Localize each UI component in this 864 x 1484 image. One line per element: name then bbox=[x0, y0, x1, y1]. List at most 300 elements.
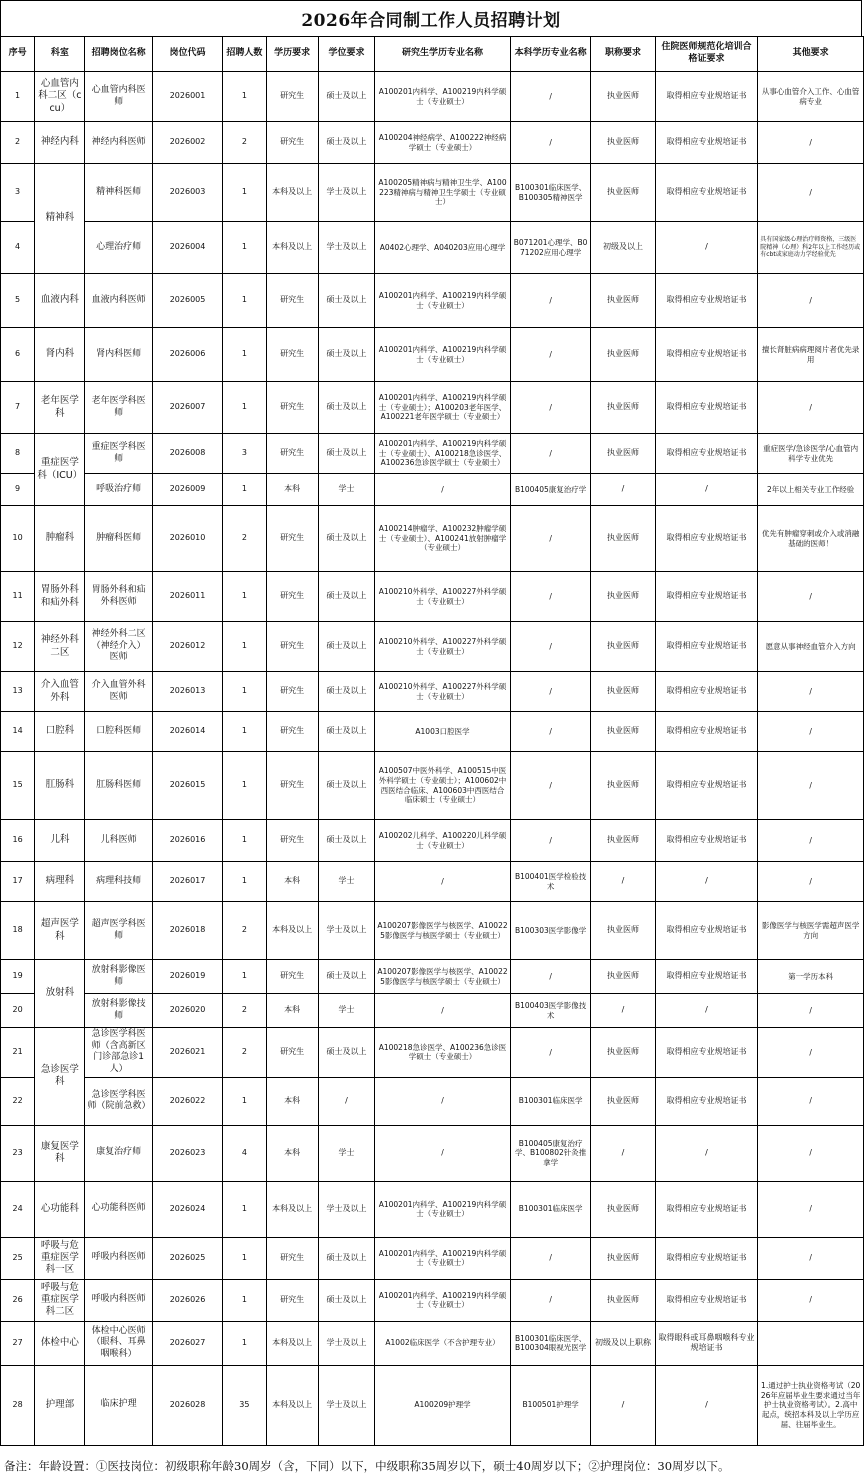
table-row bbox=[1, 382, 864, 434]
cell-code: 2026016 bbox=[152, 820, 222, 862]
cell-training: 取得相应专业规培证书 bbox=[655, 434, 758, 474]
cell-dept: 肛肠科 bbox=[35, 752, 85, 820]
cell-training: / bbox=[655, 222, 758, 274]
header-code: 岗位代码 bbox=[152, 37, 222, 72]
cell-dept: 超声医学科 bbox=[35, 902, 85, 960]
cell-grad-major: A100210外科学、A100227外科学硕士（专业硕士） bbox=[375, 572, 511, 622]
cell-grad-major: / bbox=[375, 1077, 511, 1125]
cell-edu: 研究生 bbox=[266, 622, 318, 672]
cell-dept: 重症医学科（ICU） bbox=[35, 434, 85, 506]
cell-grad-major: A100202儿科学、A100220儿科学硕士（专业硕士） bbox=[375, 820, 511, 862]
cell-ug-major: / bbox=[510, 820, 590, 862]
cell-count: 1 bbox=[223, 474, 266, 506]
cell-count: 1 bbox=[223, 622, 266, 672]
cell-seq: 26 bbox=[1, 1279, 35, 1321]
cell-training: 取得相应专业规培证书 bbox=[655, 902, 758, 960]
cell-dept: 血液内科 bbox=[35, 274, 85, 328]
cell-ug-major: / bbox=[510, 382, 590, 434]
cell-post: 神经内科医师 bbox=[85, 122, 152, 164]
table-row bbox=[1, 820, 864, 862]
cell-ug-major: B100301临床医学、B100304眼视光医学 bbox=[510, 1321, 590, 1365]
cell-degree: 学士 bbox=[318, 862, 374, 902]
cell-edu: 研究生 bbox=[266, 274, 318, 328]
table-row bbox=[1, 862, 864, 902]
cell-title-req: / bbox=[591, 994, 655, 1028]
cell-code: 2026015 bbox=[152, 752, 222, 820]
cell-seq: 28 bbox=[1, 1365, 35, 1445]
cell-degree: 硕士及以上 bbox=[318, 382, 374, 434]
cell-dept: 放射科 bbox=[35, 960, 85, 1028]
cell-grad-major: A100201内科学、A100219内科学硕士（专业硕士）、A100218急诊医学、A100236急诊医学硕士（专业硕士） bbox=[375, 434, 511, 474]
cell-count: 1 bbox=[223, 672, 266, 712]
table-row bbox=[1, 506, 864, 572]
cell-seq: 24 bbox=[1, 1181, 35, 1237]
cell-other: / bbox=[758, 1125, 864, 1181]
cell-ug-major: B100401医学检验技术 bbox=[510, 862, 590, 902]
cell-seq: 17 bbox=[1, 862, 35, 902]
cell-dept: 心功能科 bbox=[35, 1181, 85, 1237]
cell-other: 影像医学与核医学需超声医学方向 bbox=[758, 902, 864, 960]
cell-code: 2026007 bbox=[152, 382, 222, 434]
table-row bbox=[1, 274, 864, 328]
cell-title-req: 执业医师 bbox=[591, 712, 655, 752]
cell-other: / bbox=[758, 712, 864, 752]
cell-grad-major: A100218急诊医学、A100236急诊医学硕士（专业硕士） bbox=[375, 1028, 511, 1078]
cell-other: / bbox=[758, 1028, 864, 1078]
cell-post: 重症医学科医师 bbox=[85, 434, 152, 474]
header-title-req: 职称要求 bbox=[591, 37, 655, 72]
cell-grad-major: A0402心理学、A040203应用心理学 bbox=[375, 222, 511, 274]
cell-other: / bbox=[758, 1237, 864, 1279]
cell-title-req: 执业医师 bbox=[591, 1028, 655, 1078]
cell-dept: 口腔科 bbox=[35, 712, 85, 752]
cell-ug-major: B100501护理学 bbox=[510, 1365, 590, 1445]
cell-dept: 急诊医学科 bbox=[35, 1028, 85, 1126]
cell-training: 取得相应专业规培证书 bbox=[655, 1181, 758, 1237]
cell-degree: 硕士及以上 bbox=[318, 1028, 374, 1078]
cell-code: 2026021 bbox=[152, 1028, 222, 1078]
cell-other: 愿意从事神经血管介入方向 bbox=[758, 622, 864, 672]
cell-grad-major: A1003口腔医学 bbox=[375, 712, 511, 752]
cell-code: 2026011 bbox=[152, 572, 222, 622]
cell-grad-major: A100205精神病与精神卫生学、A100223精神病与精神卫生学硕士（专业硕士） bbox=[375, 164, 511, 222]
cell-training: 取得相应专业规培证书 bbox=[655, 960, 758, 994]
cell-code: 2026012 bbox=[152, 622, 222, 672]
cell-dept: 心血管内科二区（ccu） bbox=[35, 72, 85, 122]
page-title: 2026年合同制工作人员招聘计划 bbox=[0, 0, 862, 36]
cell-other: / bbox=[758, 1279, 864, 1321]
cell-other: 1.通过护士执业资格考试（2026年应届毕业生要求通过当年护士执业资格考试）。2.高中起点，统招本科及以上学历应届、往届毕业生。 bbox=[758, 1365, 864, 1445]
header-ug-major: 本科学历专业名称 bbox=[510, 37, 590, 72]
cell-grad-major: A100507中医外科学、A100515中医外科学硕士（专业硕士）；A100602中西医结合临床、A100603中西医结合临床硕士（专业硕士） bbox=[375, 752, 511, 820]
cell-ug-major: / bbox=[510, 1279, 590, 1321]
cell-count: 1 bbox=[223, 72, 266, 122]
cell-edu: 研究生 bbox=[266, 1028, 318, 1078]
cell-grad-major: A100201内科学、A100219内科学硕士（专业硕士） bbox=[375, 1237, 511, 1279]
table-row bbox=[1, 474, 864, 506]
cell-code: 2026025 bbox=[152, 1237, 222, 1279]
recruitment-table bbox=[0, 36, 864, 1446]
cell-post: 精神科医师 bbox=[85, 164, 152, 222]
cell-edu: 研究生 bbox=[266, 382, 318, 434]
cell-ug-major: / bbox=[510, 752, 590, 820]
cell-post: 体检中心医师（眼科、耳鼻咽喉科） bbox=[85, 1321, 152, 1365]
cell-other: 重症医学/急诊医学/心血管内科学专业优先 bbox=[758, 434, 864, 474]
table-row bbox=[1, 222, 864, 274]
cell-count: 2 bbox=[223, 1028, 266, 1078]
cell-other: / bbox=[758, 1181, 864, 1237]
table-row bbox=[1, 434, 864, 474]
cell-grad-major: / bbox=[375, 1125, 511, 1181]
cell-ug-major: / bbox=[510, 274, 590, 328]
cell-post: 老年医学科医师 bbox=[85, 382, 152, 434]
cell-seq: 1 bbox=[1, 72, 35, 122]
cell-other: / bbox=[758, 994, 864, 1028]
cell-dept: 康复医学科 bbox=[35, 1125, 85, 1181]
cell-dept: 介入血管外科 bbox=[35, 672, 85, 712]
cell-edu: 研究生 bbox=[266, 572, 318, 622]
cell-training: 取得相应专业规培证书 bbox=[655, 382, 758, 434]
cell-other: / bbox=[758, 752, 864, 820]
cell-post: 心功能科医师 bbox=[85, 1181, 152, 1237]
table-row bbox=[1, 572, 864, 622]
cell-training: / bbox=[655, 862, 758, 902]
cell-dept: 胃肠外科和疝外科 bbox=[35, 572, 85, 622]
cell-training: 取得眼科或耳鼻咽喉科专业规培证书 bbox=[655, 1321, 758, 1365]
cell-post: 胃肠外科和疝外科医师 bbox=[85, 572, 152, 622]
cell-other bbox=[758, 1321, 864, 1365]
table-row bbox=[1, 164, 864, 222]
cell-degree: 学士 bbox=[318, 994, 374, 1028]
cell-seq: 5 bbox=[1, 274, 35, 328]
cell-edu: 研究生 bbox=[266, 672, 318, 712]
cell-edu: 本科及以上 bbox=[266, 902, 318, 960]
cell-dept: 呼吸与危重症医学科二区 bbox=[35, 1279, 85, 1321]
cell-code: 2026024 bbox=[152, 1181, 222, 1237]
cell-title-req: 执业医师 bbox=[591, 1181, 655, 1237]
cell-seq: 11 bbox=[1, 572, 35, 622]
cell-edu: 本科及以上 bbox=[266, 164, 318, 222]
cell-title-req: 执业医师 bbox=[591, 274, 655, 328]
cell-post: 儿科医师 bbox=[85, 820, 152, 862]
cell-post: 肿瘤科医师 bbox=[85, 506, 152, 572]
table-row bbox=[1, 122, 864, 164]
cell-title-req: 执业医师 bbox=[591, 1237, 655, 1279]
header-count: 招聘人数 bbox=[223, 37, 266, 72]
cell-code: 2026022 bbox=[152, 1077, 222, 1125]
cell-ug-major: / bbox=[510, 672, 590, 712]
cell-other: 从事心血管介入工作、心血管病专业 bbox=[758, 72, 864, 122]
cell-post: 病理科技师 bbox=[85, 862, 152, 902]
cell-ug-major: B100301临床医学、B100305精神医学 bbox=[510, 164, 590, 222]
cell-edu: 本科 bbox=[266, 994, 318, 1028]
cell-degree: 学士及以上 bbox=[318, 1321, 374, 1365]
cell-dept: 神经外科二区 bbox=[35, 622, 85, 672]
cell-count: 1 bbox=[223, 1077, 266, 1125]
cell-training: 取得相应专业规培证书 bbox=[655, 672, 758, 712]
table-row bbox=[1, 712, 864, 752]
cell-title-req: 执业医师 bbox=[591, 1279, 655, 1321]
cell-title-req: 执业医师 bbox=[591, 1077, 655, 1125]
cell-edu: 研究生 bbox=[266, 960, 318, 994]
table-row bbox=[1, 1077, 864, 1125]
cell-degree: 硕士及以上 bbox=[318, 72, 374, 122]
cell-count: 1 bbox=[223, 164, 266, 222]
cell-ug-major: B100301临床医学 bbox=[510, 1181, 590, 1237]
cell-seq: 10 bbox=[1, 506, 35, 572]
cell-code: 2026026 bbox=[152, 1279, 222, 1321]
cell-ug-major: / bbox=[510, 712, 590, 752]
cell-seq: 18 bbox=[1, 902, 35, 960]
cell-degree: 硕士及以上 bbox=[318, 1237, 374, 1279]
cell-code: 2026017 bbox=[152, 862, 222, 902]
cell-post: 呼吸治疗师 bbox=[85, 474, 152, 506]
cell-dept: 肿瘤科 bbox=[35, 506, 85, 572]
cell-count: 1 bbox=[223, 328, 266, 382]
cell-ug-major: B100303医学影像学 bbox=[510, 902, 590, 960]
cell-training: 取得相应专业规培证书 bbox=[655, 820, 758, 862]
cell-count: 3 bbox=[223, 434, 266, 474]
cell-post: 放射科影像医师 bbox=[85, 960, 152, 994]
cell-post: 呼吸内科医师 bbox=[85, 1279, 152, 1321]
cell-code: 2026009 bbox=[152, 474, 222, 506]
cell-grad-major: A100201内科学、A100219内科学硕士（专业硕士） bbox=[375, 1279, 511, 1321]
cell-training: 取得相应专业规培证书 bbox=[655, 1237, 758, 1279]
cell-other: 2年以上相关专业工作经验 bbox=[758, 474, 864, 506]
cell-seq: 9 bbox=[1, 474, 35, 506]
header-edu: 学历要求 bbox=[266, 37, 318, 72]
cell-code: 2026019 bbox=[152, 960, 222, 994]
table-row bbox=[1, 328, 864, 382]
cell-count: 35 bbox=[223, 1365, 266, 1445]
cell-seq: 7 bbox=[1, 382, 35, 434]
cell-training: 取得相应专业规培证书 bbox=[655, 1077, 758, 1125]
cell-degree: 硕士及以上 bbox=[318, 622, 374, 672]
cell-other: / bbox=[758, 672, 864, 712]
header-dept: 科室 bbox=[35, 37, 85, 72]
cell-grad-major: A100204神经病学、A100222神经病学硕士（专业硕士） bbox=[375, 122, 511, 164]
cell-training: 取得相应专业规培证书 bbox=[655, 506, 758, 572]
cell-code: 2026020 bbox=[152, 994, 222, 1028]
cell-other: / bbox=[758, 274, 864, 328]
cell-ug-major: B100405康复治疗学 bbox=[510, 474, 590, 506]
cell-other: / bbox=[758, 164, 864, 222]
cell-ug-major: B100405康复治疗学、B100802针灸推拿学 bbox=[510, 1125, 590, 1181]
cell-count: 1 bbox=[223, 1279, 266, 1321]
header-grad-major: 研究生学历专业名称 bbox=[375, 37, 511, 72]
cell-title-req: 执业医师 bbox=[591, 382, 655, 434]
cell-degree: 硕士及以上 bbox=[318, 672, 374, 712]
cell-edu: 研究生 bbox=[266, 820, 318, 862]
cell-degree: 学士 bbox=[318, 1125, 374, 1181]
cell-degree: 硕士及以上 bbox=[318, 820, 374, 862]
cell-edu: 本科及以上 bbox=[266, 1181, 318, 1237]
cell-edu: 研究生 bbox=[266, 72, 318, 122]
cell-other: 擅长肾脏病病理阅片者优先录用 bbox=[758, 328, 864, 382]
cell-ug-major: / bbox=[510, 328, 590, 382]
cell-degree: 硕士及以上 bbox=[318, 328, 374, 382]
cell-seq: 27 bbox=[1, 1321, 35, 1365]
cell-code: 2026001 bbox=[152, 72, 222, 122]
cell-training: 取得相应专业规培证书 bbox=[655, 572, 758, 622]
cell-grad-major: A100207影像医学与核医学、A100225影像医学与核医学硕士（专业硕士） bbox=[375, 902, 511, 960]
cell-training: 取得相应专业规培证书 bbox=[655, 328, 758, 382]
cell-count: 1 bbox=[223, 572, 266, 622]
cell-training: 取得相应专业规培证书 bbox=[655, 1279, 758, 1321]
cell-degree: 学士 bbox=[318, 474, 374, 506]
cell-count: 1 bbox=[223, 1181, 266, 1237]
cell-training: 取得相应专业规培证书 bbox=[655, 1028, 758, 1078]
cell-code: 2026008 bbox=[152, 434, 222, 474]
cell-dept: 呼吸与危重症医学科一区 bbox=[35, 1237, 85, 1279]
cell-count: 1 bbox=[223, 820, 266, 862]
cell-ug-major: / bbox=[510, 960, 590, 994]
cell-title-req: 执业医师 bbox=[591, 820, 655, 862]
cell-post: 心理治疗师 bbox=[85, 222, 152, 274]
cell-grad-major: A100207影像医学与核医学、A100225影像医学与核医学硕士（专业硕士） bbox=[375, 960, 511, 994]
cell-title-req: / bbox=[591, 1125, 655, 1181]
cell-code: 2026002 bbox=[152, 122, 222, 164]
cell-seq: 2 bbox=[1, 122, 35, 164]
cell-code: 2026003 bbox=[152, 164, 222, 222]
table-row bbox=[1, 902, 864, 960]
cell-edu: 研究生 bbox=[266, 1237, 318, 1279]
cell-other: / bbox=[758, 1077, 864, 1125]
cell-dept: 体检中心 bbox=[35, 1321, 85, 1365]
cell-post: 心血管内科医师 bbox=[85, 72, 152, 122]
cell-title-req: / bbox=[591, 1365, 655, 1445]
cell-degree: 硕士及以上 bbox=[318, 434, 374, 474]
cell-grad-major: A100210外科学、A100227外科学硕士（专业硕士） bbox=[375, 622, 511, 672]
cell-degree: 学士及以上 bbox=[318, 222, 374, 274]
cell-count: 2 bbox=[223, 122, 266, 164]
cell-ug-major: B100403医学影像技术 bbox=[510, 994, 590, 1028]
cell-post: 肛肠科医师 bbox=[85, 752, 152, 820]
cell-code: 2026018 bbox=[152, 902, 222, 960]
cell-title-req: 执业医师 bbox=[591, 164, 655, 222]
cell-seq: 19 bbox=[1, 960, 35, 994]
cell-edu: 研究生 bbox=[266, 434, 318, 474]
cell-title-req: 执业医师 bbox=[591, 960, 655, 994]
cell-count: 2 bbox=[223, 994, 266, 1028]
cell-title-req: / bbox=[591, 862, 655, 902]
cell-training: 取得相应专业规培证书 bbox=[655, 622, 758, 672]
cell-edu: 研究生 bbox=[266, 712, 318, 752]
cell-dept: 病理科 bbox=[35, 862, 85, 902]
cell-seq: 15 bbox=[1, 752, 35, 820]
cell-other: 第一学历本科 bbox=[758, 960, 864, 994]
cell-degree: 学士及以上 bbox=[318, 902, 374, 960]
cell-degree: 硕士及以上 bbox=[318, 752, 374, 820]
cell-post: 超声医学科医师 bbox=[85, 902, 152, 960]
cell-dept: 护理部 bbox=[35, 1365, 85, 1445]
cell-post: 放射科影像技师 bbox=[85, 994, 152, 1028]
cell-code: 2026013 bbox=[152, 672, 222, 712]
cell-seq: 16 bbox=[1, 820, 35, 862]
cell-code: 2026006 bbox=[152, 328, 222, 382]
cell-grad-major: A100210外科学、A100227外科学硕士（专业硕士） bbox=[375, 672, 511, 712]
cell-ug-major: / bbox=[510, 572, 590, 622]
cell-title-req: 执业医师 bbox=[591, 572, 655, 622]
table-row bbox=[1, 622, 864, 672]
cell-code: 2026005 bbox=[152, 274, 222, 328]
table-row bbox=[1, 1365, 864, 1445]
table-row bbox=[1, 1321, 864, 1365]
cell-count: 1 bbox=[223, 1321, 266, 1365]
cell-grad-major: A100201内科学、A100219内科学硕士（专业硕士） bbox=[375, 328, 511, 382]
cell-seq: 3 bbox=[1, 164, 35, 222]
table-row bbox=[1, 672, 864, 712]
cell-grad-major: A100201内科学、A100219内科学硕士（专业硕士） bbox=[375, 274, 511, 328]
cell-seq: 8 bbox=[1, 434, 35, 474]
cell-other: / bbox=[758, 862, 864, 902]
cell-grad-major: A100201内科学、A100219内科学硕士（专业硕士） bbox=[375, 1181, 511, 1237]
cell-edu: 本科及以上 bbox=[266, 1321, 318, 1365]
cell-count: 1 bbox=[223, 1237, 266, 1279]
cell-other: / bbox=[758, 382, 864, 434]
cell-grad-major: A100214肿瘤学、A100232肿瘤学硕士（专业硕士）、A100241放射肿瘤学（专业硕士） bbox=[375, 506, 511, 572]
cell-post: 呼吸内科医师 bbox=[85, 1237, 152, 1279]
header-row bbox=[1, 37, 864, 72]
cell-degree: 学士及以上 bbox=[318, 164, 374, 222]
cell-ug-major: / bbox=[510, 622, 590, 672]
cell-title-req: 执业医师 bbox=[591, 672, 655, 712]
cell-edu: 本科 bbox=[266, 474, 318, 506]
cell-seq: 25 bbox=[1, 1237, 35, 1279]
cell-training: 取得相应专业规培证书 bbox=[655, 712, 758, 752]
cell-training: 取得相应专业规培证书 bbox=[655, 752, 758, 820]
cell-grad-major: / bbox=[375, 862, 511, 902]
cell-degree: 学士及以上 bbox=[318, 1365, 374, 1445]
cell-title-req: 初级及以上职称 bbox=[591, 1321, 655, 1365]
cell-dept: 儿科 bbox=[35, 820, 85, 862]
cell-code: 2026028 bbox=[152, 1365, 222, 1445]
cell-dept: 神经内科 bbox=[35, 122, 85, 164]
cell-count: 1 bbox=[223, 382, 266, 434]
cell-seq: 22 bbox=[1, 1077, 35, 1125]
cell-ug-major: B071201心理学、B071202应用心理学 bbox=[510, 222, 590, 274]
cell-seq: 21 bbox=[1, 1028, 35, 1078]
cell-count: 2 bbox=[223, 902, 266, 960]
cell-degree: 硕士及以上 bbox=[318, 712, 374, 752]
cell-grad-major: A100201内科学、A100219内科学硕士（专业硕士）；A100203老年医学、A100221老年医学硕士（专业硕士） bbox=[375, 382, 511, 434]
cell-dept: 肾内科 bbox=[35, 328, 85, 382]
cell-training: 取得相应专业规培证书 bbox=[655, 164, 758, 222]
cell-seq: 14 bbox=[1, 712, 35, 752]
cell-grad-major: A100209护理学 bbox=[375, 1365, 511, 1445]
cell-ug-major: / bbox=[510, 72, 590, 122]
table-row bbox=[1, 1028, 864, 1078]
cell-training: / bbox=[655, 1125, 758, 1181]
cell-count: 2 bbox=[223, 506, 266, 572]
cell-edu: 本科及以上 bbox=[266, 1365, 318, 1445]
cell-seq: 20 bbox=[1, 994, 35, 1028]
cell-degree: 硕士及以上 bbox=[318, 274, 374, 328]
cell-other: 优先有肿瘤穿刺或介入或消融基础的医师！ bbox=[758, 506, 864, 572]
cell-title-req: 执业医师 bbox=[591, 902, 655, 960]
cell-code: 2026027 bbox=[152, 1321, 222, 1365]
header-training: 住院医师规范化培训合格证要求 bbox=[655, 37, 758, 72]
footnote: 备注：年龄设置：①医技岗位：初级职称年龄30周岁（含，下同）以下，中级职称35周岁以下，硕士40周岁以下；②护理岗位：30周岁以下。 bbox=[4, 1459, 730, 1473]
cell-code: 2026004 bbox=[152, 222, 222, 274]
header-degree: 学位要求 bbox=[318, 37, 374, 72]
table-row bbox=[1, 1237, 864, 1279]
cell-count: 1 bbox=[223, 752, 266, 820]
cell-ug-major: / bbox=[510, 506, 590, 572]
cell-degree: 学士及以上 bbox=[318, 1181, 374, 1237]
cell-post: 康复治疗师 bbox=[85, 1125, 152, 1181]
cell-post: 临床护理 bbox=[85, 1365, 152, 1445]
